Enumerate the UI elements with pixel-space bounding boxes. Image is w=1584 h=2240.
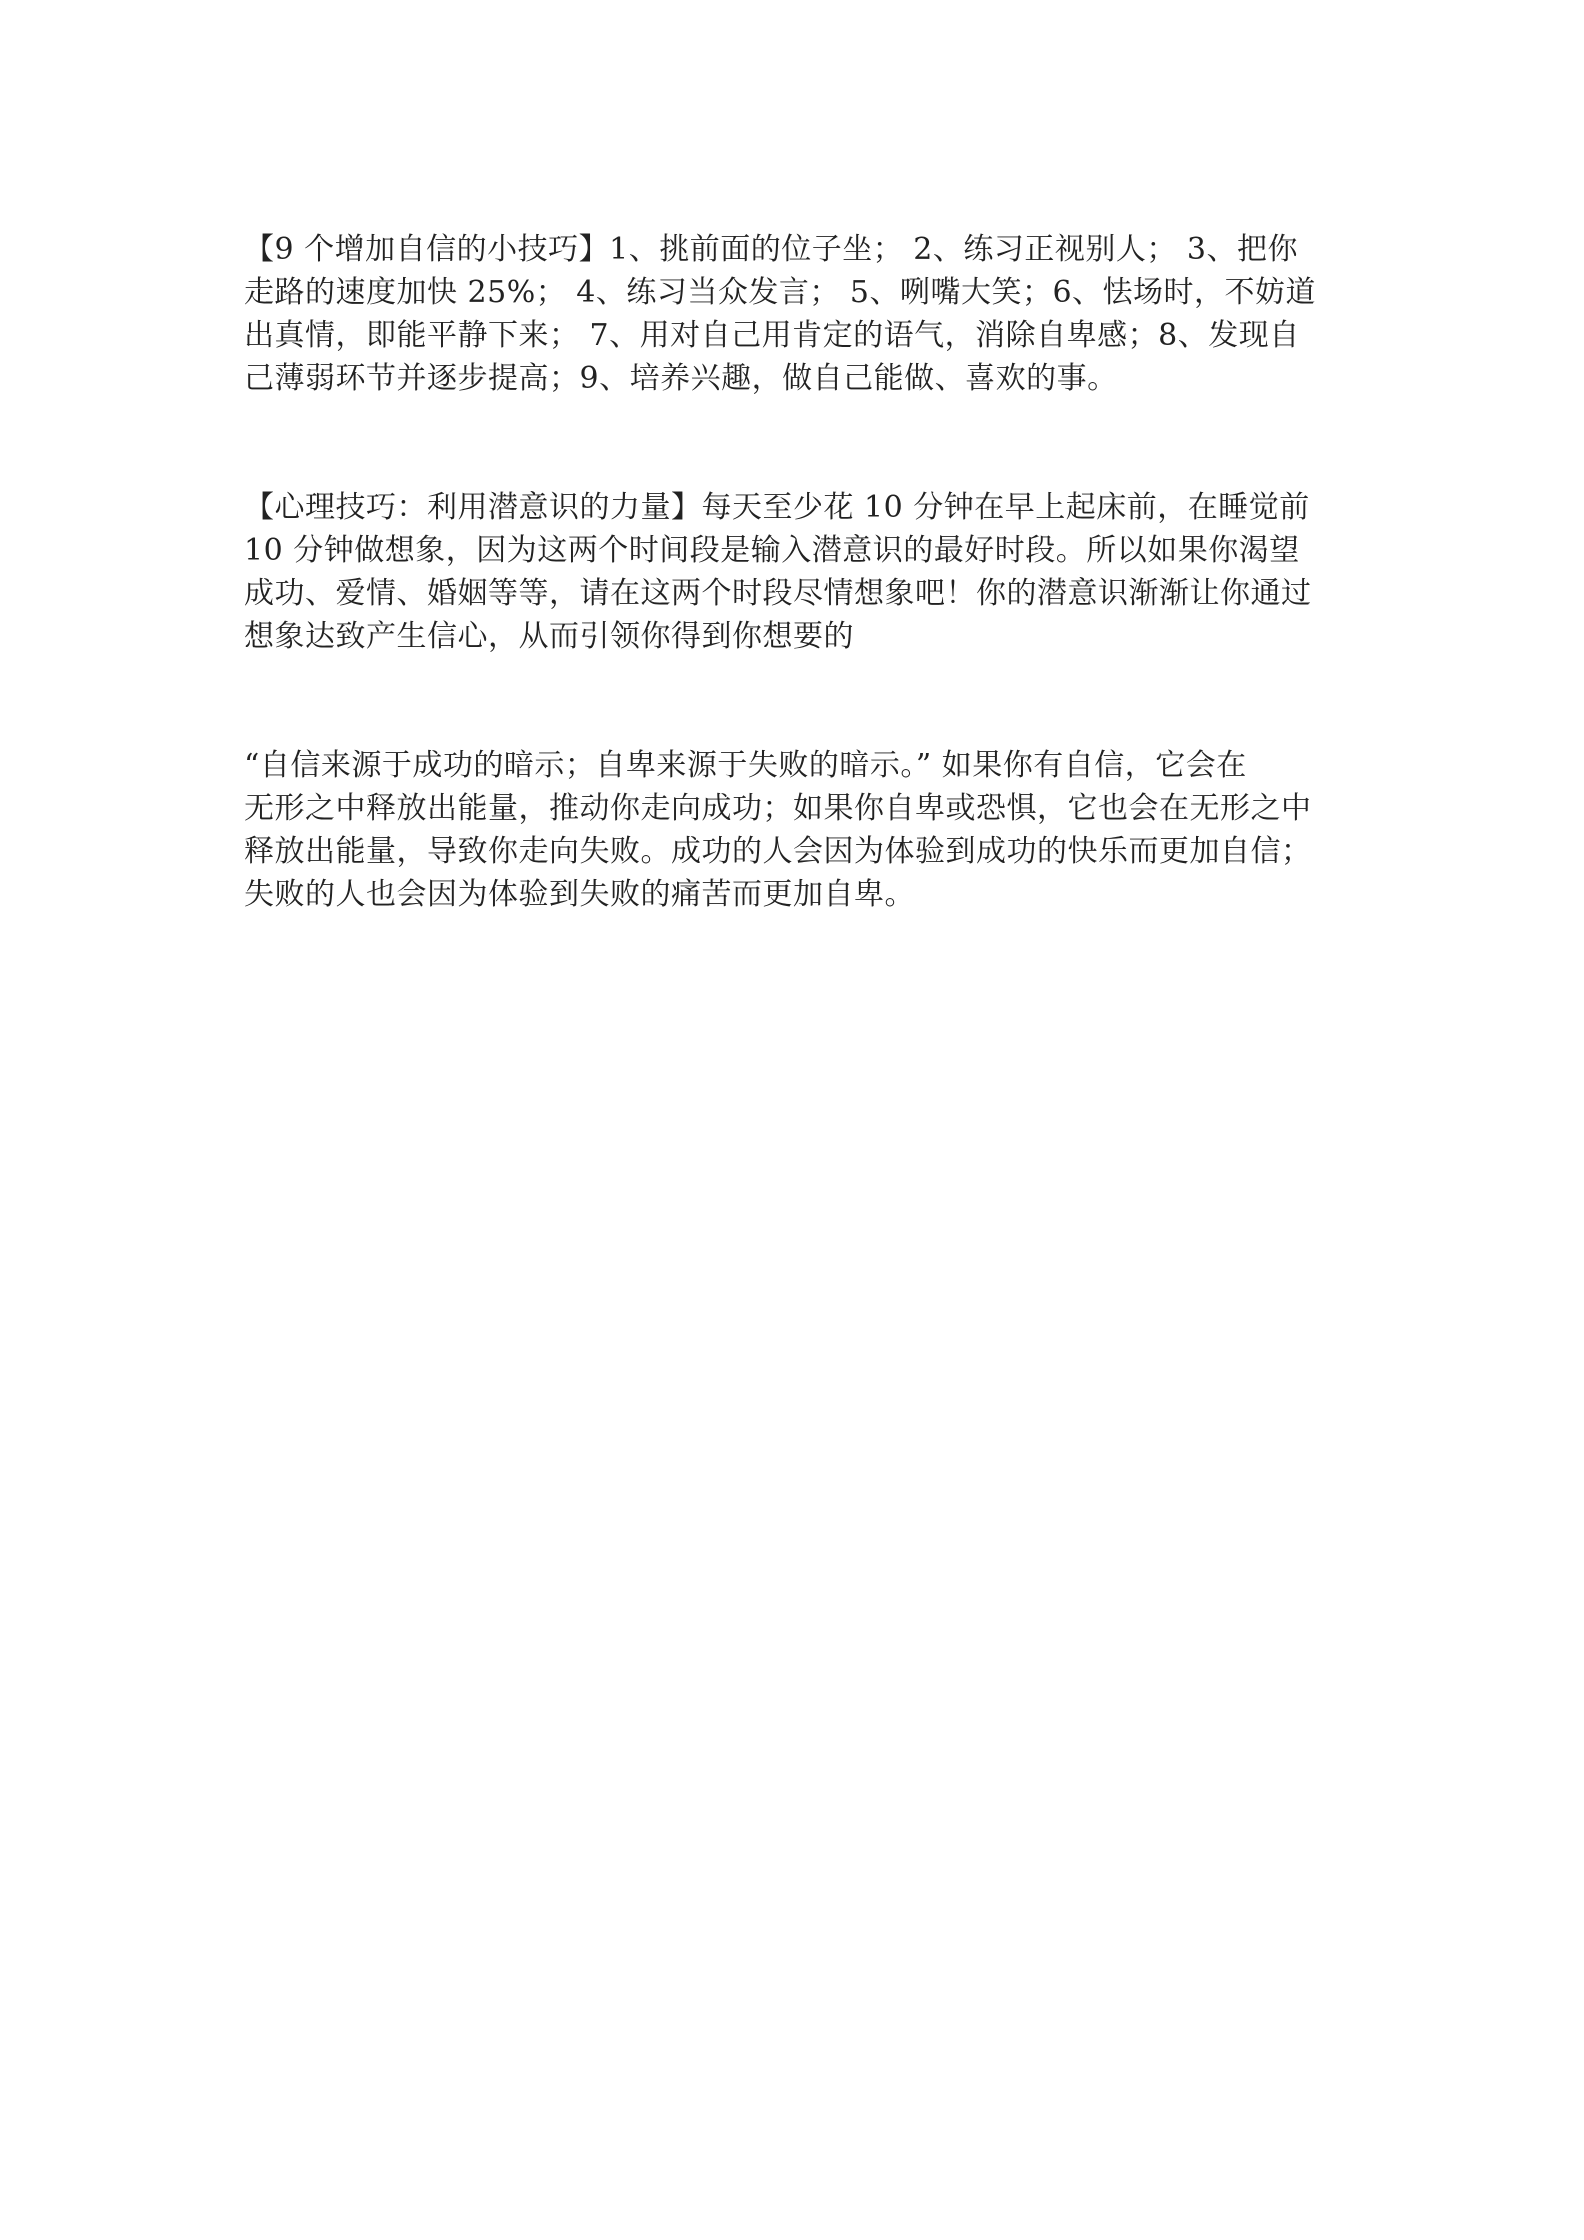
text-line: “自信来源于成功的暗示；自卑来源于失败的暗示。” 如果你有自信，它会在 <box>244 748 1247 783</box>
paragraph-confidence-tips <box>244 228 1354 400</box>
text-line: 释放出能量，导致你走向失败。成功的人会因为体验到成功的快乐而更加自信； <box>244 834 1312 869</box>
text-line: 己薄弱环节并逐步提高；9、培养兴趣，做自己能做、喜欢的事。 <box>244 361 1118 396</box>
paragraph-subconscious-tips <box>244 486 1354 658</box>
text-line: 【9 个增加自信的小技巧】1、挑前面的位子坐； 2、练习正视别人； 3、把你 <box>244 232 1298 267</box>
text-line: 出真情，即能平静下来； 7、用对自己用肯定的语气，消除自卑感；8、发现自 <box>244 318 1300 353</box>
text-line: 无形之中释放出能量，推动你走向成功；如果你自卑或恐惧，它也会在无形之中 <box>244 791 1312 826</box>
text-line: 10 分钟做想象，因为这两个时间段是输入潜意识的最好时段。所以如果你渴望 <box>244 533 1300 568</box>
text-line: 【心理技巧：利用潜意识的力量】每天至少花 10 分钟在早上起床前，在睡觉前 <box>244 490 1310 525</box>
text-line: 走路的速度加快 25%； 4、练习当众发言； 5、咧嘴大笑；6、怯场时，不妨道 <box>244 275 1317 310</box>
text-line: 失败的人也会因为体验到失败的痛苦而更加自卑。 <box>244 877 915 912</box>
text-line: 成功、爱情、婚姻等等，请在这两个时段尽情想象吧！你的潜意识渐渐让你通过 <box>244 576 1312 611</box>
paragraph-success-quote <box>244 744 1354 916</box>
text-line: 想象达致产生信心，从而引领你得到你想要的 <box>244 619 854 654</box>
document-body <box>244 228 1354 916</box>
